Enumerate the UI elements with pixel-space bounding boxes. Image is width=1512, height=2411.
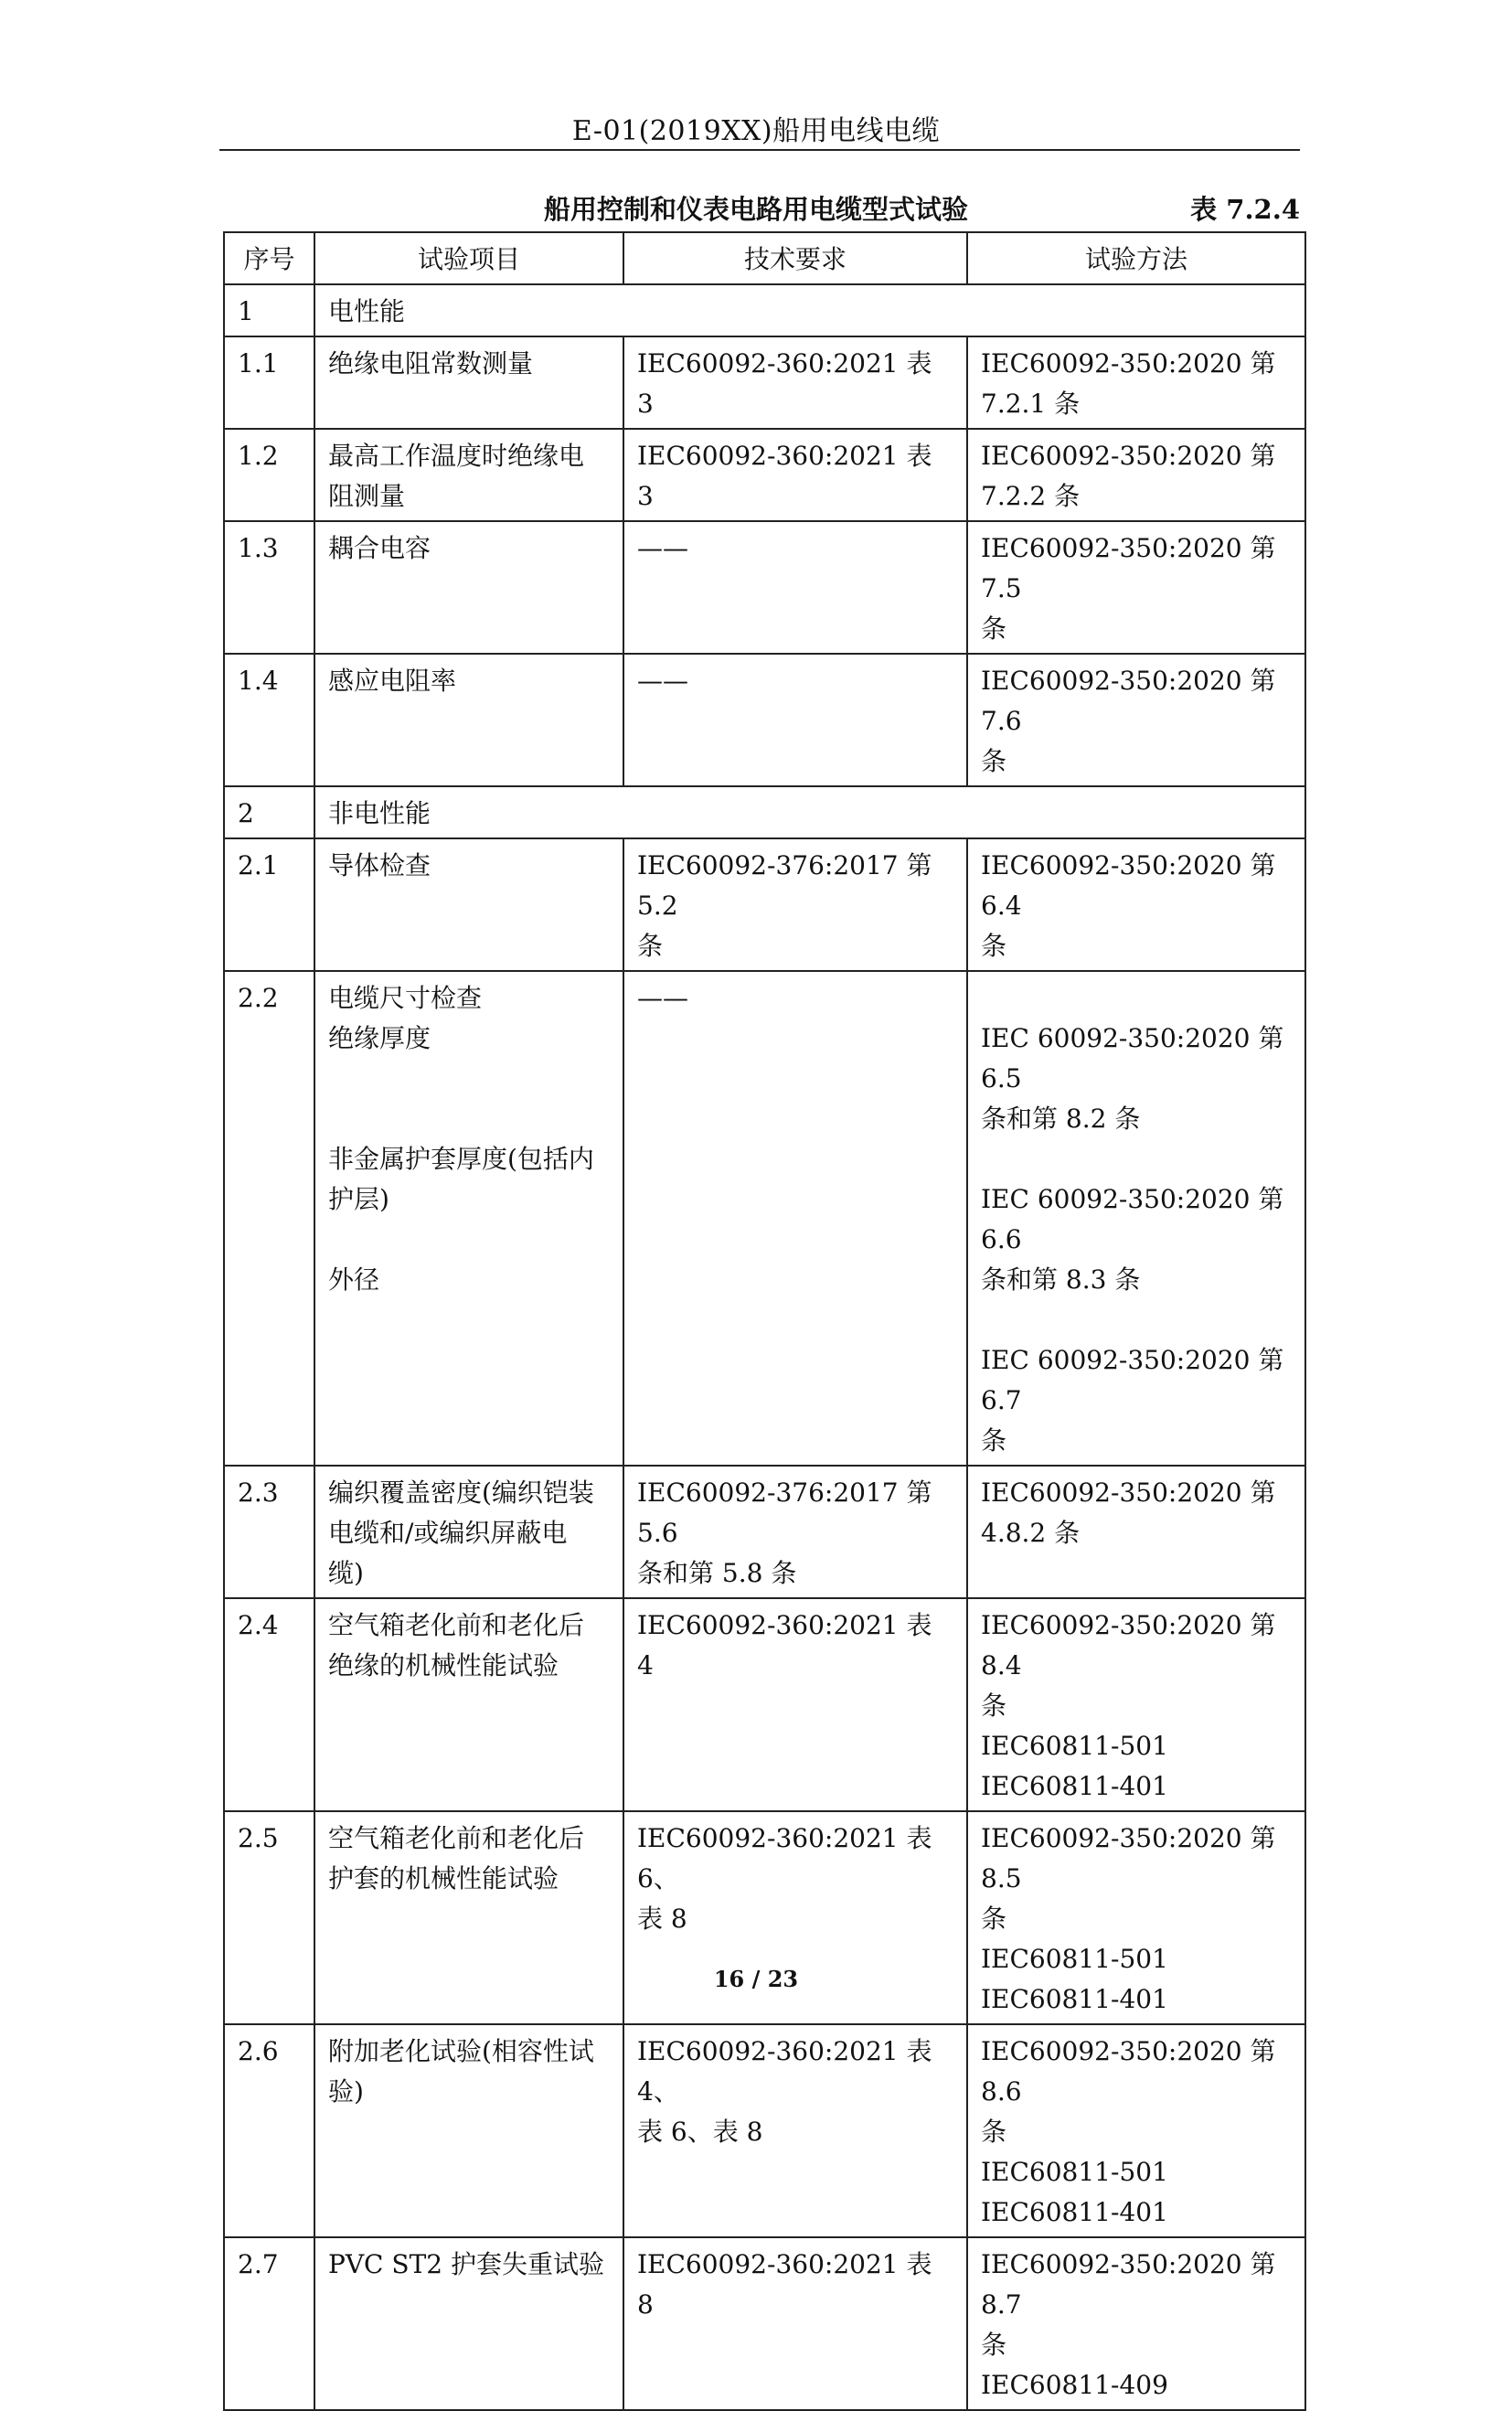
method-line: 条 <box>981 613 1007 644</box>
method-line: 7.2.2 条 <box>981 481 1081 511</box>
section-title: 电性能 <box>314 284 1305 336</box>
cell-method <box>967 2237 1305 2410</box>
requirement-line: IEC60092-360:2021 表 6、 <box>637 1823 932 1894</box>
cell-requirement <box>623 654 967 786</box>
method-line: IEC60092-350:2020 第 6.4 <box>981 850 1276 921</box>
method-line: IEC 60092-350:2020 第 6.6 <box>981 1184 1284 1254</box>
requirement-line: —— <box>637 533 688 563</box>
cell-requirement <box>623 2237 967 2410</box>
cell-seq: 2.7 <box>224 2237 314 2410</box>
method-line: IEC60811-401 <box>981 1771 1168 1801</box>
type-test-table <box>223 231 1306 2411</box>
requirement-line: IEC60092-360:2021 表 4 <box>637 1610 932 1680</box>
cell-seq: 2.4 <box>224 1598 314 1811</box>
table-row <box>224 2237 1305 2410</box>
method-line: IEC60811-409 <box>981 2370 1168 2400</box>
item-line: 感应电阻率 <box>328 666 457 696</box>
item-line: 电缆和/或编织屏蔽电 <box>328 1518 568 1548</box>
item-line: 耦合电容 <box>328 533 431 563</box>
table-row <box>224 654 1305 786</box>
method-line: 条和第 8.3 条 <box>981 1264 1141 1295</box>
cell-item <box>314 654 623 786</box>
cell-method <box>967 336 1305 429</box>
cell-method <box>967 1466 1305 1598</box>
cell-seq: 2.1 <box>224 838 314 971</box>
method-line: IEC60092-350:2020 第 8.7 <box>981 2249 1276 2320</box>
method-line: IEC60092-350:2020 第 <box>981 441 1276 471</box>
cell-seq: 1.1 <box>224 336 314 429</box>
cell-seq: 2.3 <box>224 1466 314 1598</box>
cell-requirement <box>623 1598 967 1811</box>
cell-item <box>314 521 623 654</box>
table-row <box>224 336 1305 429</box>
column-header-seq: 序号 <box>224 232 314 284</box>
method-line: IEC60092-350:2020 第 7.5 <box>981 533 1276 603</box>
cell-method <box>967 971 1305 1466</box>
method-line: 条 <box>981 1904 1007 1934</box>
item-line: 护套的机械性能试验 <box>328 1863 559 1894</box>
item-line: 编织覆盖密度(编织铠装 <box>328 1478 594 1508</box>
method-line <box>981 1139 1292 1179</box>
cell-item <box>314 971 623 1466</box>
table-row <box>224 429 1305 521</box>
method-line: IEC60092-350:2020 第 7.6 <box>981 666 1276 736</box>
cell-seq: 1 <box>224 284 314 336</box>
item-line: 非金属护套厚度(包括内 <box>328 1144 594 1174</box>
method-line: 条 <box>981 1425 1007 1456</box>
cell-item <box>314 429 623 521</box>
cell-seq: 2.6 <box>224 2024 314 2237</box>
cell-requirement <box>623 429 967 521</box>
method-line: IEC60811-501 <box>981 1944 1168 1974</box>
table-row <box>224 838 1305 971</box>
method-line: IEC60092-350:2020 第 <box>981 348 1276 379</box>
table-row <box>224 1466 1305 1598</box>
item-line: 绝缘的机械性能试验 <box>328 1650 559 1680</box>
table-row <box>224 971 1305 1466</box>
method-line: 条和第 8.2 条 <box>981 1104 1141 1134</box>
table-row <box>224 521 1305 654</box>
table-row <box>224 1598 1305 1811</box>
cell-requirement <box>623 2024 967 2237</box>
item-line: 验) <box>328 2076 364 2107</box>
method-line: IEC60092-350:2020 第 <box>981 1478 1276 1508</box>
method-line: IEC60811-401 <box>981 2197 1168 2227</box>
requirement-line: 条 <box>637 931 664 961</box>
item-line: 附加老化试验(相容性试 <box>328 2036 594 2066</box>
requirement-line: 表 8 <box>637 1904 687 1934</box>
method-line: IEC60092-350:2020 第 8.5 <box>981 1823 1276 1894</box>
cell-requirement <box>623 1811 967 2024</box>
requirement-line: IEC60092-376:2017 第 5.2 <box>637 850 932 921</box>
item-line <box>328 1220 610 1260</box>
item-line: 绝缘厚度 <box>328 1023 431 1053</box>
item-line: 空气箱老化前和老化后 <box>328 1610 585 1640</box>
cell-method <box>967 654 1305 786</box>
cell-item <box>314 1598 623 1811</box>
method-line: IEC 60092-350:2020 第 6.7 <box>981 1345 1284 1415</box>
table-row <box>224 2024 1305 2237</box>
section-row <box>224 284 1305 336</box>
item-line: 阻测量 <box>328 481 406 511</box>
item-line: 电缆尺寸检查 <box>328 983 483 1013</box>
requirement-line: IEC60092-360:2021 表 3 <box>637 441 932 511</box>
page-number: 16 / 23 <box>713 1966 799 1992</box>
item-line <box>328 1059 610 1099</box>
method-line: 4.8.2 条 <box>981 1518 1081 1548</box>
item-line: 护层) <box>328 1184 389 1214</box>
cell-item <box>314 1466 623 1598</box>
cell-method <box>967 2024 1305 2237</box>
cell-requirement <box>623 838 967 971</box>
cell-method <box>967 1598 1305 1811</box>
method-line: IEC60811-401 <box>981 1984 1168 2014</box>
cell-requirement <box>623 521 967 654</box>
cell-seq: 1.3 <box>224 521 314 654</box>
cell-item <box>314 838 623 971</box>
method-line <box>981 978 1292 1019</box>
item-line: 缆) <box>328 1558 364 1588</box>
cell-requirement <box>623 971 967 1466</box>
cell-requirement <box>623 336 967 429</box>
cell-seq: 2.2 <box>224 971 314 1466</box>
method-line: IEC60092-350:2020 第 8.4 <box>981 1610 1276 1680</box>
method-line: IEC60811-501 <box>981 1731 1168 1761</box>
column-header-requirement: 技术要求 <box>623 232 967 284</box>
document-header: E-01(2019XX)船用电线电缆 <box>571 115 941 147</box>
column-header-item: 试验项目 <box>314 232 623 284</box>
table-title: 船用控制和仪表电路用电缆型式试验 <box>543 194 968 225</box>
cell-method <box>967 1811 1305 2024</box>
cell-item <box>314 336 623 429</box>
cell-item <box>314 1811 623 2024</box>
requirement-line: 条和第 5.8 条 <box>637 1558 797 1588</box>
method-line: IEC60092-350:2020 第 8.6 <box>981 2036 1276 2107</box>
requirement-line: —— <box>637 983 688 1013</box>
method-line: 条 <box>981 2330 1007 2360</box>
cell-item <box>314 2237 623 2410</box>
cell-requirement <box>623 1466 967 1598</box>
header-divider <box>219 149 1300 151</box>
cell-method <box>967 429 1305 521</box>
item-line: PVC ST2 护套失重试验 <box>328 2249 604 2279</box>
requirement-line: IEC60092-360:2021 表 4、 <box>637 2036 932 2107</box>
section-row <box>224 786 1305 838</box>
item-line: 空气箱老化前和老化后 <box>328 1823 585 1853</box>
section-title: 非电性能 <box>314 786 1305 838</box>
requirement-line: —— <box>637 666 688 696</box>
cell-seq: 1.2 <box>224 429 314 521</box>
method-line: IEC60811-501 <box>981 2157 1168 2187</box>
cell-seq: 2.5 <box>224 1811 314 2024</box>
cell-method <box>967 521 1305 654</box>
method-line: 7.2.1 条 <box>981 389 1081 419</box>
item-line: 绝缘电阻常数测量 <box>328 348 534 379</box>
table-row <box>224 1811 1305 2024</box>
table-header-row <box>224 232 1305 284</box>
requirement-line: IEC60092-376:2017 第 5.6 <box>637 1478 932 1548</box>
column-header-method: 试验方法 <box>967 232 1305 284</box>
item-line <box>328 1099 610 1139</box>
cell-seq: 2 <box>224 786 314 838</box>
method-line: 条 <box>981 746 1007 776</box>
method-line: 条 <box>981 2117 1007 2147</box>
method-line: 条 <box>981 931 1007 961</box>
method-line <box>981 1300 1292 1340</box>
requirement-line: IEC60092-360:2021 表 8 <box>637 2249 932 2320</box>
requirement-line: 表 6、表 8 <box>637 2117 763 2147</box>
method-line: 条 <box>981 1691 1007 1721</box>
cell-item <box>314 2024 623 2237</box>
method-line: IEC 60092-350:2020 第 6.5 <box>981 1023 1284 1093</box>
item-line: 外径 <box>328 1264 380 1295</box>
table-number: 表 7.2.4 <box>1190 194 1300 225</box>
requirement-line: IEC60092-360:2021 表 3 <box>637 348 932 419</box>
cell-method <box>967 838 1305 971</box>
item-line: 最高工作温度时绝缘电 <box>328 441 585 471</box>
item-line: 导体检查 <box>328 850 431 880</box>
cell-seq: 1.4 <box>224 654 314 786</box>
